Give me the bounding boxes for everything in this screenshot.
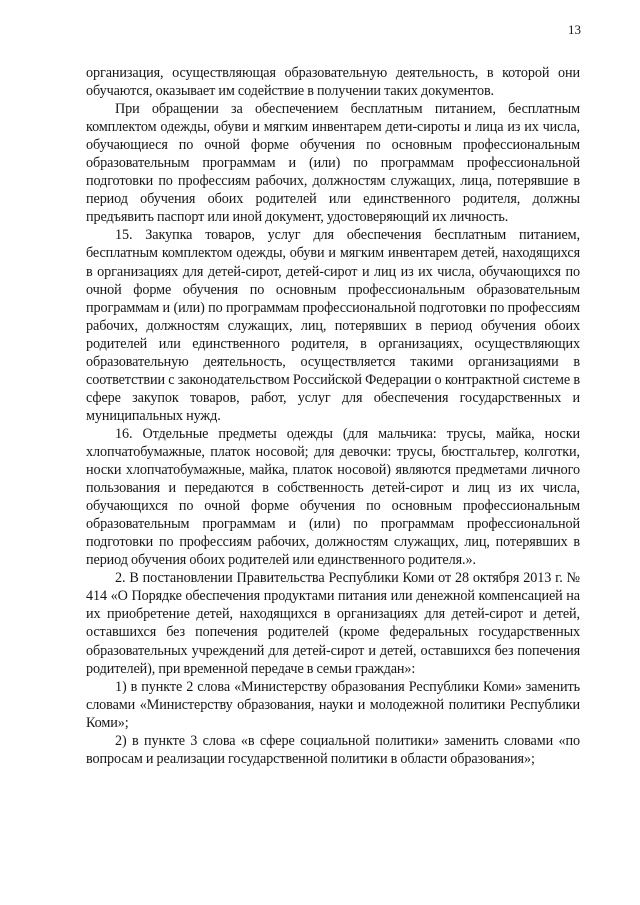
document-body xyxy=(86,64,580,768)
paragraph-document-presentation: При обращении за обеспечением бесплатным питанием, бесплатным комплектом одежды, обуви и мягким инвентарем дети-сироты и лица из их числа, обучающиеся по очной форме обучения по основным профессиональным образовательным программам и (или) по программам профессиональной подготовки по профессиям рабочих, должностям служащих, лица, потерявшие в период обучения обоих родителей или единственного родителя, должны предъявить паспорт или иной документ, удостоверяющий их личность. xyxy=(86,101,580,226)
page-number: 13 xyxy=(568,22,581,37)
paragraph-continuation: организация, осуществляющая образовательную деятельность, в которой они обучаются, оказывает им содействие в получении таких документов. xyxy=(86,65,580,100)
paragraph-item-15: 15. Закупка товаров, услуг для обеспечения бесплатным питанием, бесплатным комплектом одежды, обуви и мягким инвентарем детей, находящихся в организациях для детей-сирот, детей-сирот и лиц из их числа, обучающихся по очной форме обучения по основным профессиональным образовательным программам и (или) по программам профессиональной подготовки по профессиям рабочих, должностям служащих, лиц, потерявших в период обучения обоих родителей или единственного родителя, в организациях, осуществляющих образовательную деятельность, осуществляется такими организациями в соответствии с законодательством Российской Федерации о контрактной системе в сфере закупок товаров, работ, услуг для обеспечения государственных и муниципальных нужд. xyxy=(86,227,580,424)
paragraph-amendment-2: 2. В постановлении Правительства Республики Коми от 28 октября 2013 г. № 414 «О Порядке обеспечения продуктами питания или денежной компенсацией на их приобретение детей, находящихся в организациях для детей-сирот и детей, оставшихся без попечения родителей (кроме федеральных государственных образовательных учреждений для детей-сирот и детей, оставшихся без попечения родителей), при временной передаче в семьи граждан»: xyxy=(86,570,580,677)
paragraph-subitem-1: 1) в пункте 2 слова «Министерству образования Республики Коми» заменить словами «Министерству образования, науки и молодежной политики Республики Коми»; xyxy=(86,678,580,731)
paragraph-subitem-2: 2) в пункте 3 слова «в сфере социальной политики» заменить словами «по вопросам и реализации государственной политики в области образования»; xyxy=(86,732,580,767)
paragraph-item-16: 16. Отдельные предметы одежды (для мальчика: трусы, майка, носки хлопчатобумажные, платок носовой; для девочки: трусы, бюстгальтер, колготки, носки хлопчатобумажные, майка, платок носовой) являются предметами личного пользования и передаются в собственность детей-сирот и лиц из их числа, обучающихся по очной форме обучения по основным профессиональным образовательным программам и (или) по программам профессиональной подготовки по профессиям рабочих, должностям служащих, лиц, потерявших в период обучения обоих родителей или единственного родителя.». xyxy=(86,425,580,569)
